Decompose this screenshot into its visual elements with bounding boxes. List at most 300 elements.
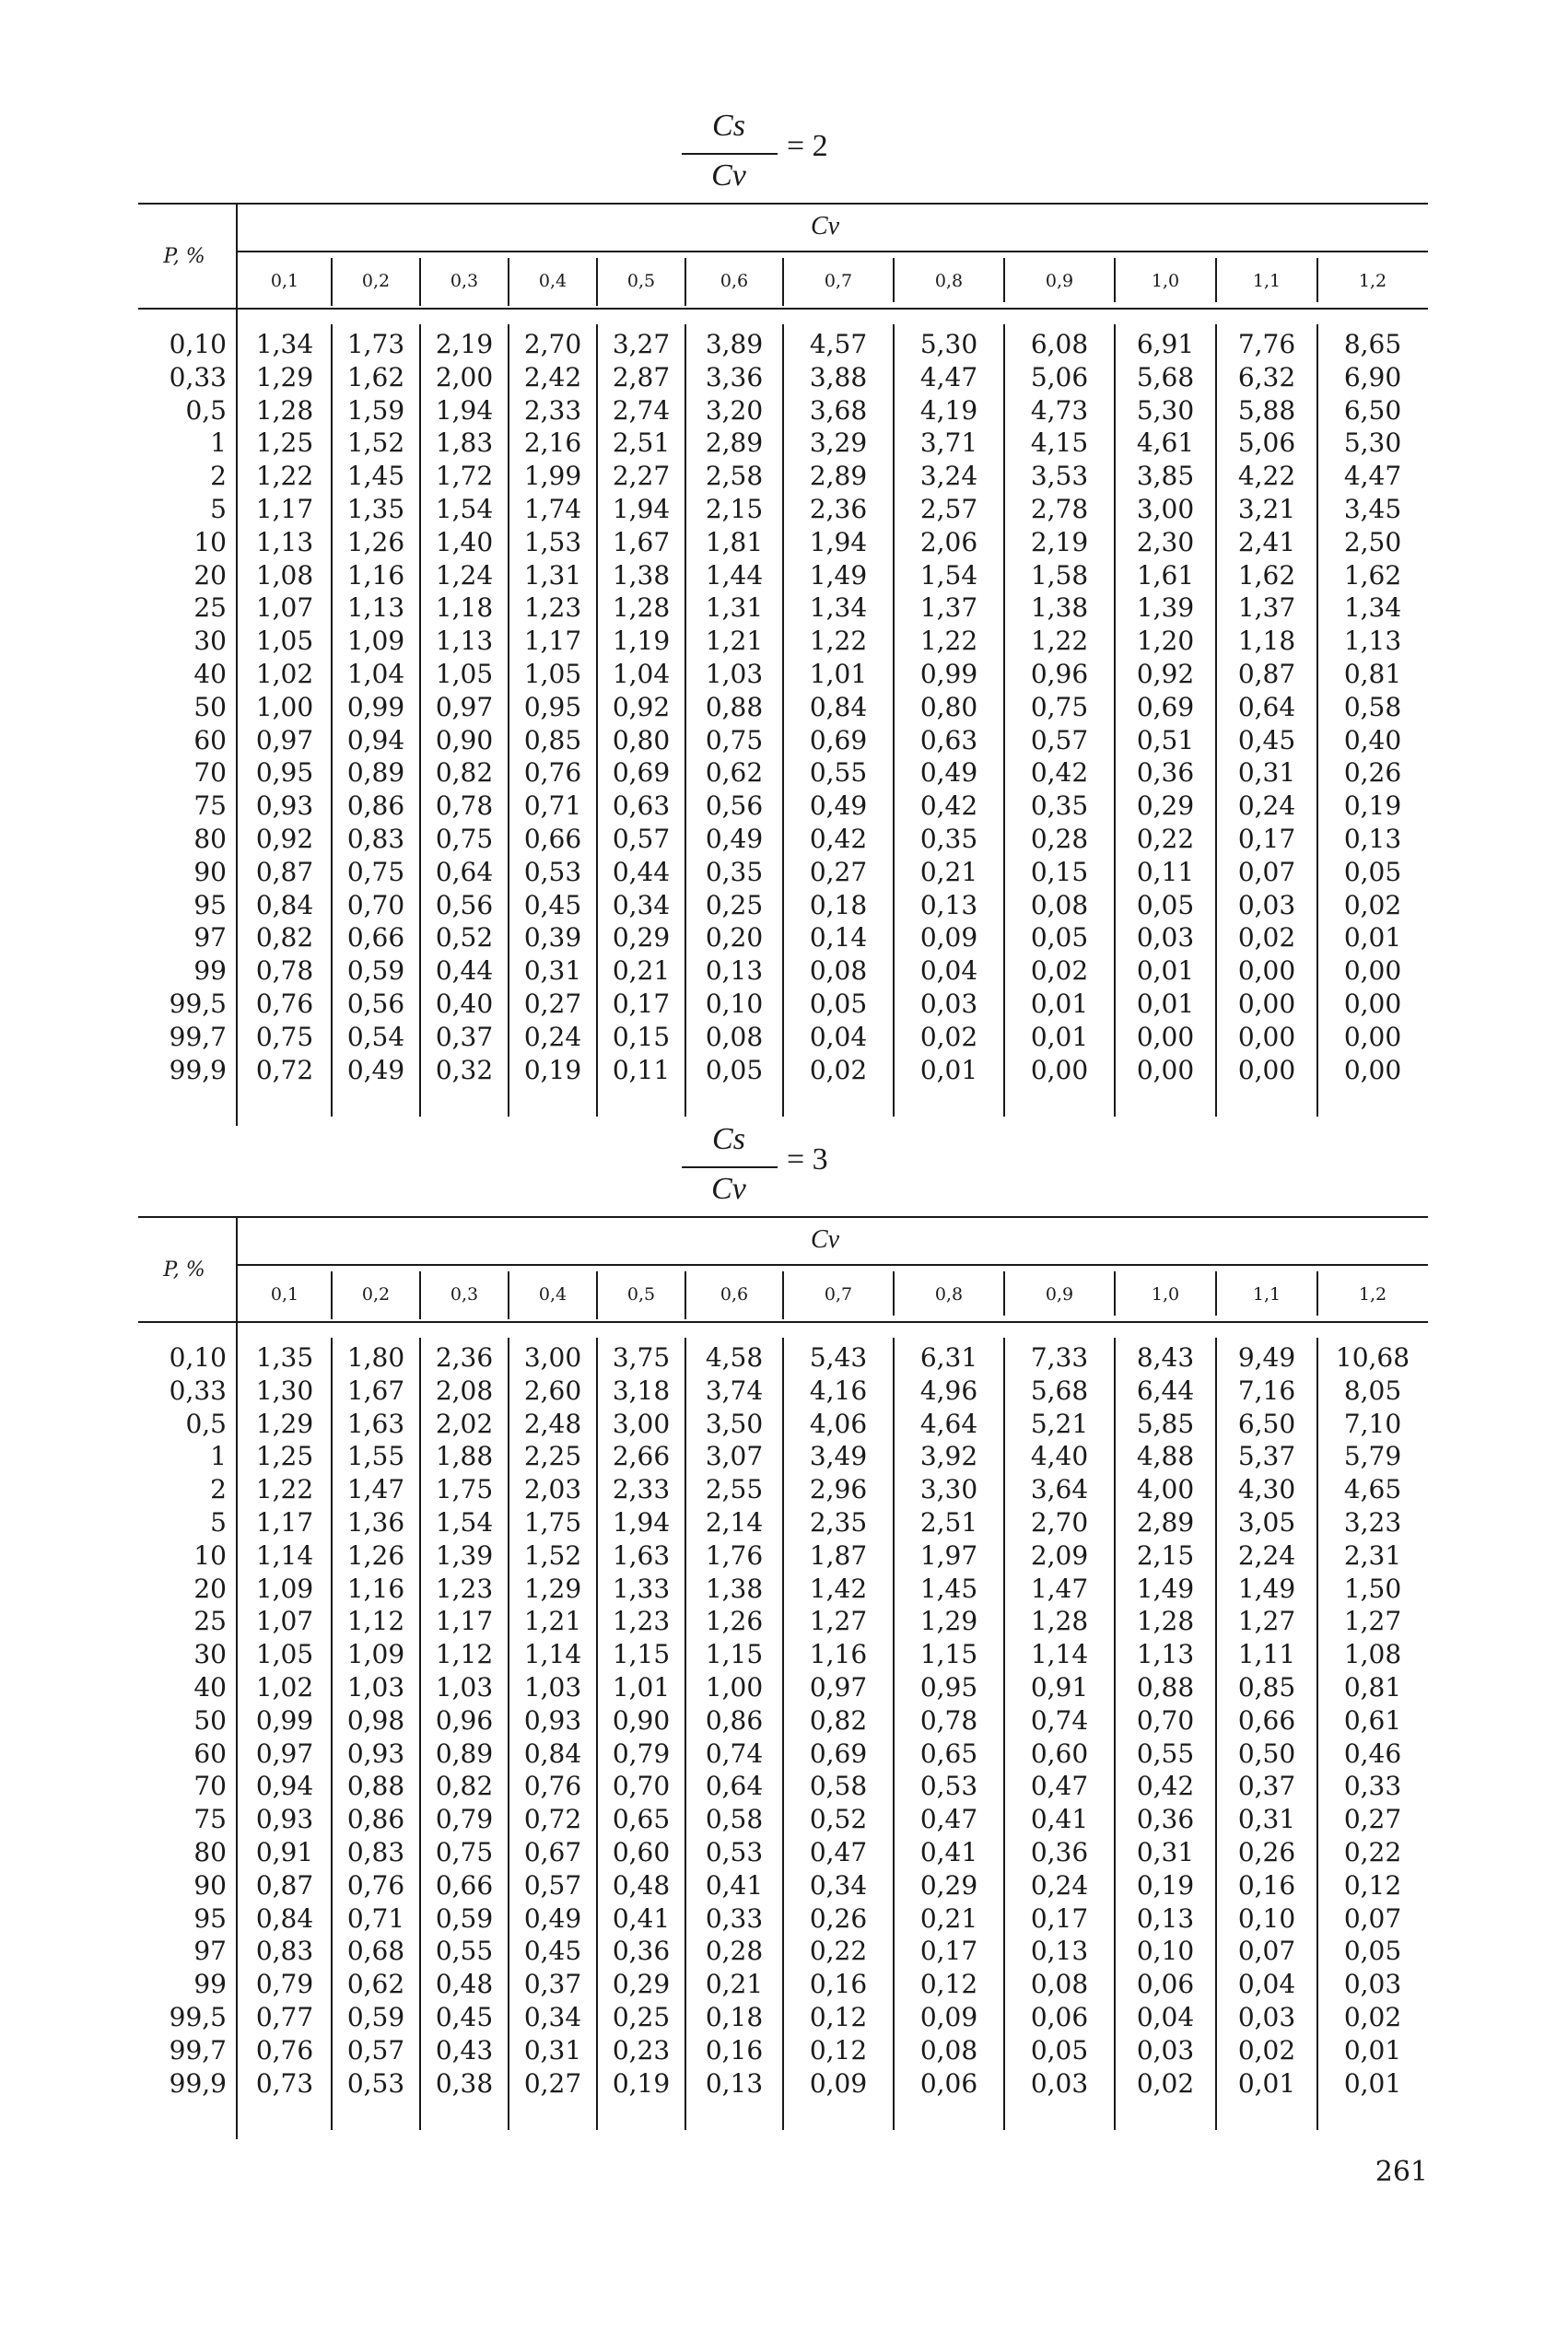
table-cell: 2,60 xyxy=(523,1375,582,1406)
table-cell: 0,05 xyxy=(809,988,868,1019)
table-cell: 1,67 xyxy=(346,1375,405,1406)
table-cell: 2,19 xyxy=(435,329,494,359)
table-cell: 0,87 xyxy=(255,856,314,887)
table-cell: 0,02 xyxy=(1343,2001,1402,2032)
p-value: 0,10 xyxy=(169,1342,227,1373)
table-cell: 2,19 xyxy=(1030,526,1089,557)
table-cell: 0,69 xyxy=(612,757,671,789)
table-cell: 0,31 xyxy=(1237,757,1296,789)
table-cell: 1,88 xyxy=(435,1441,494,1472)
table-cell: 0,76 xyxy=(346,1869,405,1901)
cv-column-header: 1,2 xyxy=(1358,271,1387,291)
table-cell: 1,38 xyxy=(1030,592,1089,624)
table-cell: 0,99 xyxy=(919,658,978,689)
table-cell: 1,81 xyxy=(705,526,764,557)
cv-column-header: 0,9 xyxy=(1045,271,1074,291)
p-percent-header: P, % xyxy=(163,245,205,268)
table-cell: 0,60 xyxy=(1030,1738,1089,1769)
table-cell: 0,97 xyxy=(255,1738,314,1769)
table-cell: 0,57 xyxy=(346,2034,405,2066)
table-cell: 0,03 xyxy=(919,988,978,1019)
cv-column-header: 0,5 xyxy=(626,271,656,291)
table-cell: 0,07 xyxy=(1237,1936,1296,1967)
cv-column-header: 0,3 xyxy=(450,271,479,291)
table-cell: 1,13 xyxy=(1343,626,1402,657)
table-cell: 0,29 xyxy=(1136,790,1195,822)
p-value: 0,33 xyxy=(169,1375,227,1406)
table-cell: 1,29 xyxy=(255,361,314,392)
table-cell: 0,31 xyxy=(1136,1836,1195,1867)
table-cell: 0,90 xyxy=(612,1704,671,1736)
table-top-rule xyxy=(138,203,1428,205)
table-cell: 0,40 xyxy=(1343,724,1402,755)
header-bottom-rule xyxy=(138,308,1428,310)
table-cell: 0,49 xyxy=(705,823,764,854)
table-cell: 1,22 xyxy=(1030,626,1089,657)
table-cell: 1,17 xyxy=(255,493,314,524)
table-cell: 7,76 xyxy=(1237,329,1296,359)
table-cell: 0,00 xyxy=(1030,1054,1089,1085)
table-cell: 0,86 xyxy=(346,790,405,822)
p-value: 99,9 xyxy=(169,2067,227,2099)
table-cell: 3,30 xyxy=(919,1474,978,1505)
table-cell: 0,33 xyxy=(1343,1771,1402,1802)
table-cell: 0,18 xyxy=(809,889,868,920)
table-cell: 0,88 xyxy=(705,691,764,722)
table-cell: 0,97 xyxy=(435,691,494,722)
table-cell: 0,76 xyxy=(255,2034,314,2066)
table-cell: 1,22 xyxy=(255,461,314,492)
cv-column-header: 0,2 xyxy=(361,1284,391,1305)
table-cell: 0,02 xyxy=(1237,922,1296,954)
table-cell: 3,00 xyxy=(1136,493,1195,524)
table-cell: 1,19 xyxy=(612,626,671,657)
data-column xyxy=(509,328,597,1086)
table-cell: 0,29 xyxy=(612,922,671,954)
table-cell: 0,75 xyxy=(705,724,764,755)
table-cell: 1,02 xyxy=(255,1671,314,1703)
table-cell: 1,29 xyxy=(255,1408,314,1439)
table-cell: 0,37 xyxy=(435,1021,494,1052)
table-cell: 2,51 xyxy=(612,427,671,459)
table-cell: 3,53 xyxy=(1030,461,1089,492)
table-cell: 0,07 xyxy=(1343,1902,1402,1934)
table-cell: 1,07 xyxy=(255,1606,314,1637)
p-value: 1 xyxy=(210,1441,227,1472)
table-cell: 2,33 xyxy=(612,1474,671,1505)
table-cell: 0,87 xyxy=(255,1869,314,1901)
table-cell: 0,80 xyxy=(919,691,978,722)
table-cell: 1,04 xyxy=(612,658,671,689)
table-cell: 1,83 xyxy=(435,427,494,459)
cv-column-header: 0,4 xyxy=(538,1284,568,1305)
table-cell: 0,69 xyxy=(809,724,868,755)
table-cell: 0,31 xyxy=(523,2034,582,2066)
table-cell: 0,13 xyxy=(1343,823,1402,854)
table-cell: 1,37 xyxy=(1237,592,1296,624)
table-cell: 0,03 xyxy=(1136,2034,1195,2066)
data-column xyxy=(238,328,332,1086)
table-cell: 0,04 xyxy=(1136,2001,1195,2032)
table-cell: 0,65 xyxy=(919,1738,978,1769)
ratio-numerator: Cs xyxy=(712,109,745,143)
table-cell: 1,31 xyxy=(523,559,582,591)
table-cell: 0,34 xyxy=(523,2001,582,2032)
data-column xyxy=(1317,1341,1428,2100)
table-cell: 0,58 xyxy=(1343,691,1402,722)
table-cell: 1,72 xyxy=(435,461,494,492)
table-cell: 0,95 xyxy=(255,757,314,789)
table-cell: 0,84 xyxy=(255,1902,314,1934)
table-cell: 2,36 xyxy=(435,1342,494,1373)
table-cell: 1,39 xyxy=(1136,592,1195,624)
table-cell: 0,35 xyxy=(705,856,764,887)
table-cell: 0,43 xyxy=(435,2034,494,2066)
table-cell: 1,16 xyxy=(346,1573,405,1604)
table-cell: 0,82 xyxy=(255,922,314,954)
table-cell: 0,82 xyxy=(809,1704,868,1736)
table-cell: 1,54 xyxy=(435,1506,494,1538)
table-cell: 3,85 xyxy=(1136,461,1195,492)
table-cell: 0,08 xyxy=(919,2034,978,2066)
table-cell: 1,15 xyxy=(612,1639,671,1670)
table-cell: 1,24 xyxy=(435,559,494,591)
table-cell: 1,75 xyxy=(435,1474,494,1505)
table-cell: 0,95 xyxy=(919,1671,978,1703)
table-cell: 0,55 xyxy=(1136,1738,1195,1769)
cv-column-header: 0,7 xyxy=(824,1284,853,1305)
table-cell: 0,53 xyxy=(705,1836,764,1867)
page-number: 261 xyxy=(1375,2156,1428,2188)
p-value: 90 xyxy=(193,856,227,887)
table-cell: 4,19 xyxy=(919,394,978,426)
table-cell: 0,88 xyxy=(346,1771,405,1802)
table-cell: 3,24 xyxy=(919,461,978,492)
p-value: 70 xyxy=(193,757,227,789)
p-value: 5 xyxy=(210,493,227,524)
table-cell: 0,04 xyxy=(919,955,978,987)
table-cell: 0,36 xyxy=(1136,1804,1195,1835)
table-cell: 2,16 xyxy=(523,427,582,459)
data-column xyxy=(1216,328,1317,1086)
table-cell: 0,99 xyxy=(255,1704,314,1736)
table-top-rule xyxy=(138,1216,1428,1218)
table-cell: 0,25 xyxy=(612,2001,671,2032)
table-cell: 0,05 xyxy=(1136,889,1195,920)
table-cell: 0,71 xyxy=(523,790,582,822)
table-cell: 0,78 xyxy=(255,955,314,987)
table-cell: 0,06 xyxy=(1136,1969,1195,2000)
table-cell: 3,92 xyxy=(919,1441,978,1472)
cv-column-header: 0,8 xyxy=(934,271,964,291)
table-cell: 0,41 xyxy=(919,1836,978,1867)
table-cell: 0,26 xyxy=(809,1902,868,1934)
cv-group-header: Cv xyxy=(811,1225,840,1254)
table-cell: 1,34 xyxy=(255,329,314,359)
table-cell: 4,88 xyxy=(1136,1441,1195,1472)
table-cell: 1,28 xyxy=(255,394,314,426)
table-cell: 0,11 xyxy=(1136,856,1195,887)
table-cell: 1,74 xyxy=(523,493,582,524)
table-cell: 4,61 xyxy=(1136,427,1195,459)
data-column xyxy=(783,1341,894,2100)
table-cell: 0,81 xyxy=(1343,1671,1402,1703)
table-cell: 0,83 xyxy=(255,1936,314,1967)
table-cell: 1,73 xyxy=(346,329,405,359)
p-value: 20 xyxy=(193,1573,227,1604)
table-cell: 3,18 xyxy=(612,1375,671,1406)
cv-column-header: 0,1 xyxy=(270,271,299,291)
table-cell: 6,08 xyxy=(1030,329,1089,359)
table-cell: 2,00 xyxy=(435,361,494,392)
fraction-bar xyxy=(682,1166,778,1168)
table-cell: 3,21 xyxy=(1237,493,1296,524)
table-cell: 1,94 xyxy=(809,526,868,557)
table-cell: 0,01 xyxy=(1136,988,1195,1019)
ratio-formula xyxy=(678,111,862,193)
table-cell: 0,57 xyxy=(612,823,671,854)
table-cell: 1,36 xyxy=(346,1506,405,1538)
table-cell: 1,26 xyxy=(705,1606,764,1637)
table-cell: 0,42 xyxy=(919,790,978,822)
table-cell: 0,05 xyxy=(1343,856,1402,887)
table-cell: 0,11 xyxy=(612,1054,671,1085)
table-cell: 0,04 xyxy=(809,1021,868,1052)
table-cell: 1,45 xyxy=(919,1573,978,1604)
table-cell: 0,57 xyxy=(1030,724,1089,755)
table-cell: 1,27 xyxy=(809,1606,868,1637)
table-cell: 1,35 xyxy=(346,493,405,524)
table-cell: 0,58 xyxy=(809,1771,868,1802)
table-cell: 0,37 xyxy=(1237,1771,1296,1802)
table-cell: 1,07 xyxy=(255,592,314,624)
table-cell: 1,16 xyxy=(809,1639,868,1670)
table-cell: 1,40 xyxy=(435,526,494,557)
table-cell: 0,17 xyxy=(1237,823,1296,854)
table-cell: 6,31 xyxy=(919,1342,978,1373)
table-cell: 5,21 xyxy=(1030,1408,1089,1439)
table-cell: 0,55 xyxy=(435,1936,494,1967)
table-cell: 0,91 xyxy=(255,1836,314,1867)
table-cell: 1,18 xyxy=(1237,626,1296,657)
table-cell: 1,99 xyxy=(523,461,582,492)
table-cell: 0,75 xyxy=(435,1836,494,1867)
table-cell: 1,34 xyxy=(809,592,868,624)
table-cell: 0,75 xyxy=(255,1021,314,1052)
table-cell: 0,91 xyxy=(1030,1671,1089,1703)
table-cell: 0,24 xyxy=(523,1021,582,1052)
table-cell: 0,72 xyxy=(255,1054,314,1085)
table-cell: 1,45 xyxy=(346,461,405,492)
table-cell: 0,92 xyxy=(612,691,671,722)
cv-column-header: 0,1 xyxy=(270,1284,299,1305)
table-cell: 0,12 xyxy=(1343,1869,1402,1901)
data-column xyxy=(1216,1341,1317,2100)
table-cell: 0,84 xyxy=(255,889,314,920)
p-value: 95 xyxy=(193,889,227,920)
table-cell: 0,29 xyxy=(919,1869,978,1901)
table-cell: 0,05 xyxy=(1030,922,1089,954)
table-cell: 0,78 xyxy=(919,1704,978,1736)
table-cell: 0,10 xyxy=(705,988,764,1019)
p-value: 50 xyxy=(193,1704,227,1736)
table-cell: 0,07 xyxy=(1237,856,1296,887)
table-cell: 0,83 xyxy=(346,823,405,854)
table-cell: 0,70 xyxy=(1136,1704,1195,1736)
table-cell: 0,23 xyxy=(612,2034,671,2066)
table-cell: 0,40 xyxy=(435,988,494,1019)
table-cell: 3,07 xyxy=(705,1441,764,1472)
table-cell: 1,23 xyxy=(612,1606,671,1637)
table-cell: 0,55 xyxy=(809,757,868,789)
p-value: 40 xyxy=(193,658,227,689)
table-cell: 0,13 xyxy=(1136,1902,1195,1934)
table-cell: 0,08 xyxy=(809,955,868,987)
table-cell: 0,16 xyxy=(1237,1869,1296,1901)
table-cell: 4,40 xyxy=(1030,1441,1089,1472)
table-cell: 3,68 xyxy=(809,394,868,426)
table-cell: 2,57 xyxy=(919,493,978,524)
table-cell: 1,13 xyxy=(435,626,494,657)
data-column xyxy=(332,1341,420,2100)
table-cell: 0,73 xyxy=(255,2067,314,2099)
table-cell: 0,26 xyxy=(1237,1836,1296,1867)
cv-column-header: 1,0 xyxy=(1151,271,1180,291)
data-column xyxy=(1317,328,1428,1086)
table-cell: 0,61 xyxy=(1343,1704,1402,1736)
table-cell: 0,63 xyxy=(612,790,671,822)
table-cell: 0,22 xyxy=(1136,823,1195,854)
table-cell: 1,12 xyxy=(435,1639,494,1670)
data-column xyxy=(894,328,1004,1086)
table-cell: 6,44 xyxy=(1136,1375,1195,1406)
table-cell: 4,73 xyxy=(1030,394,1089,426)
table-cell: 0,00 xyxy=(1237,955,1296,987)
table-cell: 0,13 xyxy=(705,2067,764,2099)
table-cell: 1,14 xyxy=(523,1639,582,1670)
p-value: 50 xyxy=(193,691,227,722)
table-cell: 0,22 xyxy=(809,1936,868,1967)
table-cell: 2,96 xyxy=(809,1474,868,1505)
table-cell: 0,00 xyxy=(1343,988,1402,1019)
table-cell: 0,03 xyxy=(1030,2067,1089,2099)
table-cell: 0,84 xyxy=(523,1738,582,1769)
table-cell: 0,02 xyxy=(1136,2067,1195,2099)
table-cell: 0,01 xyxy=(919,1054,978,1085)
table-cell: 0,19 xyxy=(612,2067,671,2099)
table-cell: 1,31 xyxy=(705,592,764,624)
table-cell: 5,37 xyxy=(1237,1441,1296,1472)
cv-column-header: 0,5 xyxy=(626,1284,656,1305)
table-cell: 1,20 xyxy=(1136,626,1195,657)
table-cell: 0,02 xyxy=(919,1021,978,1052)
table-cell: 0,47 xyxy=(919,1804,978,1835)
table-cell: 8,43 xyxy=(1136,1342,1195,1373)
table-cell: 0,45 xyxy=(435,2001,494,2032)
table-cell: 3,74 xyxy=(705,1375,764,1406)
table-cell: 0,56 xyxy=(435,889,494,920)
table-cell: 3,00 xyxy=(612,1408,671,1439)
table-cell: 1,29 xyxy=(523,1573,582,1604)
table-cell: 0,49 xyxy=(523,1902,582,1934)
data-column xyxy=(1004,328,1115,1086)
p-value: 97 xyxy=(193,922,227,954)
cv-header-rule xyxy=(238,251,1428,252)
table-cell: 0,53 xyxy=(919,1771,978,1802)
table-cell: 1,03 xyxy=(523,1671,582,1703)
table-cell: 2,89 xyxy=(809,461,868,492)
table-cell: 6,32 xyxy=(1237,361,1296,392)
table-cell: 0,87 xyxy=(1237,658,1296,689)
table-cell: 1,17 xyxy=(523,626,582,657)
table-cell: 0,35 xyxy=(1030,790,1089,822)
data-column xyxy=(894,1341,1004,2100)
table-cell: 1,05 xyxy=(435,658,494,689)
table-cell: 1,50 xyxy=(1343,1573,1402,1604)
table-cell: 0,85 xyxy=(523,724,582,755)
table-cell: 0,20 xyxy=(705,922,764,954)
table-cell: 1,03 xyxy=(346,1671,405,1703)
table-cell: 1,04 xyxy=(346,658,405,689)
table-cell: 5,68 xyxy=(1136,361,1195,392)
p-values-column xyxy=(138,1341,227,2100)
table-cell: 0,00 xyxy=(1237,988,1296,1019)
table-cell: 1,97 xyxy=(919,1539,978,1571)
table-cell: 6,90 xyxy=(1343,361,1402,392)
table-cell: 1,05 xyxy=(523,658,582,689)
table-cell: 0,48 xyxy=(612,1869,671,1901)
table-cell: 0,86 xyxy=(346,1804,405,1835)
table-cell: 0,65 xyxy=(612,1804,671,1835)
table-cell: 0,13 xyxy=(919,889,978,920)
table-cell: 1,05 xyxy=(255,1639,314,1670)
table-cell: 0,64 xyxy=(435,856,494,887)
ratio-denominator: Cv xyxy=(711,1172,746,1206)
table-cell: 1,49 xyxy=(809,559,868,591)
table-cell: 1,22 xyxy=(809,626,868,657)
table-cell: 0,01 xyxy=(1030,1021,1089,1052)
table-cell: 7,33 xyxy=(1030,1342,1089,1373)
table-cell: 1,18 xyxy=(435,592,494,624)
table-cell: 0,27 xyxy=(1343,1804,1402,1835)
table-cell: 0,94 xyxy=(346,724,405,755)
p-value: 0,5 xyxy=(185,1408,227,1439)
table-cell: 0,18 xyxy=(705,2001,764,2032)
table-cell: 0,70 xyxy=(612,1771,671,1802)
table-cell: 0,24 xyxy=(1237,790,1296,822)
p-value: 75 xyxy=(193,1804,227,1835)
table-cell: 0,85 xyxy=(1237,1671,1296,1703)
table-cell: 0,96 xyxy=(435,1704,494,1736)
table-cell: 1,03 xyxy=(435,1671,494,1703)
table-cell: 1,52 xyxy=(346,427,405,459)
table-cell: 0,15 xyxy=(1030,856,1089,887)
table-cell: 0,75 xyxy=(1030,691,1089,722)
table-cell: 0,90 xyxy=(435,724,494,755)
table-cell: 2,08 xyxy=(435,1375,494,1406)
data-column xyxy=(597,328,685,1086)
table-cell: 0,46 xyxy=(1343,1738,1402,1769)
table-cell: 1,26 xyxy=(346,1539,405,1571)
table-cell: 2,50 xyxy=(1343,526,1402,557)
table-cell: 0,16 xyxy=(705,2034,764,2066)
table-cell: 0,86 xyxy=(705,1704,764,1736)
table-cell: 0,75 xyxy=(435,823,494,854)
table-cell: 0,28 xyxy=(1030,823,1089,854)
table-cell: 0,50 xyxy=(1237,1738,1296,1769)
table-cell: 3,00 xyxy=(523,1342,582,1373)
table-cell: 0,35 xyxy=(919,823,978,854)
